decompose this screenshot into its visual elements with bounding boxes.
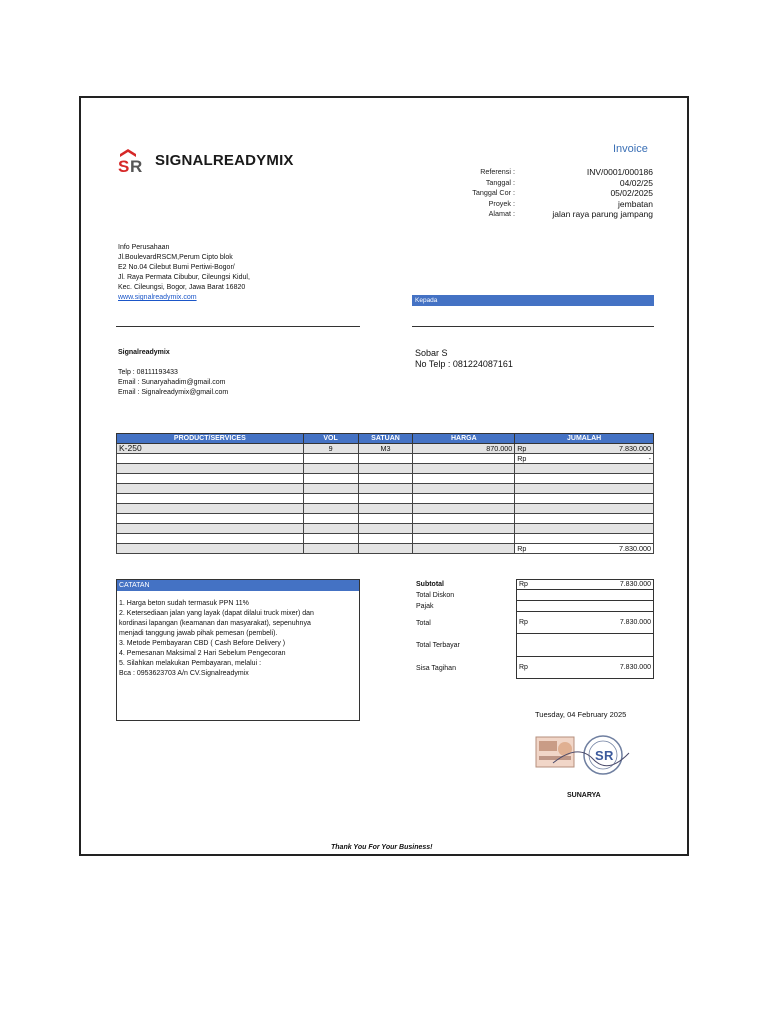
cell-empty (358, 504, 413, 514)
total-box (516, 612, 654, 634)
terbayar-box (516, 634, 654, 657)
table-sum-row (117, 544, 654, 554)
signer-name: SUNARYA (567, 792, 601, 799)
pajak-box (516, 601, 654, 612)
table-header-row (117, 434, 654, 444)
meta-alamat (421, 209, 653, 220)
cell-vol: 9 (303, 444, 358, 454)
currency: Rp (517, 544, 527, 553)
col-header: SATUAN (358, 434, 413, 444)
col-header: HARGA (413, 434, 515, 444)
cell-empty (515, 514, 654, 524)
cell-empty (358, 534, 413, 544)
sisa-row (414, 657, 654, 679)
currency: Rp (519, 664, 528, 671)
cell-empty (358, 454, 413, 464)
invoice-meta (421, 167, 653, 220)
sender-email: Email : Sunaryahadim@gmail.com (118, 379, 226, 386)
meta-value: 05/02/2025 (610, 188, 653, 199)
cell-empty (303, 534, 358, 544)
cell-empty (515, 504, 654, 514)
meta-label: Tanggal Cor : (472, 188, 515, 198)
notes-body (117, 591, 359, 679)
amount: - (648, 454, 651, 463)
note-line: kordinasi lapangan (keamanan dan masyarakat), sepenuhnya (119, 620, 311, 627)
cell-empty (413, 514, 515, 524)
table-row (117, 484, 654, 494)
meta-value: 04/02/25 (619, 177, 653, 188)
table-row (117, 524, 654, 534)
cell-empty (303, 544, 358, 554)
cell-empty (515, 474, 654, 484)
cell-empty (303, 494, 358, 504)
cell-empty (358, 544, 413, 554)
sender-email: Email : Signalreadymix@gmail.com (118, 389, 229, 396)
invoice-title: Invoice (613, 143, 648, 155)
cell-empty (117, 524, 304, 534)
table-row (117, 454, 654, 464)
website-link[interactable]: www.signalreadymix.com (118, 294, 197, 301)
terbayar-row (414, 634, 654, 657)
cell-empty (515, 494, 654, 504)
sender-info (118, 348, 228, 398)
cell-empty (515, 464, 654, 474)
divider (116, 326, 360, 327)
note-line: 5. Silahkan melakukan Pembayaran, melalui : (119, 660, 262, 667)
terbayar-label: Total Terbayar (416, 642, 460, 649)
svg-text:S: S (595, 748, 604, 763)
diskon-row (414, 590, 654, 601)
cell-empty (413, 544, 515, 554)
diskon-label: Total Diskon (416, 592, 455, 599)
subtotal-row (414, 579, 654, 590)
cell-price: 870.000 (413, 444, 515, 454)
signature-date: Tuesday, 04 February 2025 (535, 710, 627, 719)
meta-tanggal-cor (421, 188, 653, 199)
table-row (117, 514, 654, 524)
company-info (118, 243, 250, 303)
subtotal-value: 7.830.000 (619, 581, 651, 588)
divider (412, 326, 654, 327)
totals-section (414, 579, 654, 679)
col-header: PRODUCT/SERVICES (117, 434, 304, 444)
cell-empty (303, 514, 358, 524)
cell-empty (358, 524, 413, 534)
cell-empty (413, 464, 515, 474)
cell-empty (303, 524, 358, 534)
meta-label: Proyek : (488, 198, 515, 208)
cell-empty (117, 454, 304, 464)
cell-unit: M3 (358, 444, 413, 454)
cell-empty (358, 474, 413, 484)
currency: Rp (517, 454, 527, 463)
logo-mark-icon (118, 148, 152, 174)
address-line: Kec. Cileungsi, Bogor, Jawa Barat 16820 (118, 284, 246, 291)
notes-box (116, 579, 360, 721)
cell-empty (413, 504, 515, 514)
invoice-page (79, 96, 689, 856)
amount: 7.830.000 (619, 444, 651, 453)
cell-empty (303, 504, 358, 514)
col-header: VOL (303, 434, 358, 444)
cell-empty (117, 464, 304, 474)
note-line: 1. Harga beton sudah termasuk PPN 11% (119, 600, 249, 607)
items-table (116, 433, 654, 554)
cell-empty (358, 484, 413, 494)
total-value: 7.830.000 (619, 619, 651, 626)
note-line: 2. Ketersediaan jalan yang layak (dapat dilalui truck mixer) dan (119, 610, 314, 617)
total-row (414, 612, 654, 634)
cell-empty (303, 464, 358, 474)
table-row (117, 534, 654, 544)
cell-empty (515, 484, 654, 494)
amount: 7.830.000 (619, 544, 651, 553)
footer-thanks: Thank You For Your Business! (331, 844, 433, 851)
pajak-label: Pajak (416, 603, 434, 610)
cell-total (515, 544, 654, 554)
cell-empty (117, 504, 304, 514)
note-line: menjadi tanggung jawab pihak pemesan (pembeli). (119, 630, 278, 637)
cell-empty (303, 484, 358, 494)
cell-empty (358, 464, 413, 474)
company-logo (118, 148, 318, 176)
note-line: 3. Metode Pembayaran CBD ( Cash Before Delivery ) (119, 640, 286, 647)
cell-product: K-250 (117, 444, 304, 454)
cell-empty (413, 474, 515, 484)
cell-empty (117, 494, 304, 504)
meta-label: Referensi : (480, 167, 515, 176)
cell-empty (413, 534, 515, 544)
currency: Rp (519, 619, 528, 626)
cell-empty (117, 534, 304, 544)
cell-total (515, 454, 654, 464)
table-row (117, 504, 654, 514)
meta-label: Tanggal : (485, 177, 515, 187)
notes-heading: CATATAN (117, 580, 359, 591)
meta-referensi (421, 167, 653, 178)
svg-text:R: R (604, 748, 614, 763)
cell-empty (413, 484, 515, 494)
table-row (117, 494, 654, 504)
meta-value: jalan raya parung jampang (552, 209, 653, 220)
cell-empty (117, 484, 304, 494)
subtotal-label: Subtotal (416, 581, 444, 588)
meta-value: INV/0001/000186 (586, 167, 653, 177)
sender-name: Signalreadymix (118, 349, 170, 356)
recipient-phone: No Telp : 081224087161 (415, 358, 513, 369)
cell-total (515, 444, 654, 454)
cell-empty (413, 524, 515, 534)
cell-empty (117, 514, 304, 524)
cell-empty (413, 494, 515, 504)
meta-value: jembatan (618, 198, 653, 209)
address-line: Jl. Raya Permata Cibubur, Cileungsi Kidul, (118, 274, 250, 281)
sender-phone: Telp : 08111193433 (118, 369, 178, 376)
cell-empty (303, 454, 358, 464)
diskon-box (516, 590, 654, 601)
logo-text: SIGNALREADYMIX (155, 152, 294, 169)
svg-text:R: R (130, 157, 143, 174)
meta-label: Alamat : (488, 209, 515, 219)
sisa-value: 7.830.000 (619, 664, 651, 671)
total-label: Total (416, 619, 431, 627)
address-line: E2 No.04 Cilebut Bumi Pertiwi-Bogor/ (118, 264, 235, 271)
cell-empty (358, 494, 413, 504)
pajak-row (414, 601, 654, 612)
kepada-header: Kepada (412, 295, 654, 306)
company-heading: Info Perusahaan (118, 244, 170, 251)
cell-empty (413, 454, 515, 464)
note-line: Bca : 0953623703 A/n CV.Signalreadymix (119, 670, 249, 677)
cell-empty (303, 474, 358, 484)
sisa-label: Sisa Tagihan (416, 664, 456, 672)
table-row (117, 444, 654, 454)
note-line: 4. Pemesanan Maksimal 2 Hari Sebelum Pengecoran (119, 650, 286, 657)
currency: Rp (517, 444, 527, 453)
recipient-info (415, 348, 513, 369)
cell-empty (358, 514, 413, 524)
svg-text:S: S (118, 157, 130, 174)
sisa-box (516, 657, 654, 679)
address-line: Jl.BoulevardRSCM,Perum Cipto blok (118, 254, 233, 261)
cell-empty (117, 474, 304, 484)
cell-empty (515, 534, 654, 544)
meta-proyek (421, 199, 653, 210)
meta-tanggal (421, 178, 653, 189)
recipient-name: Sobar S (415, 348, 448, 358)
stamp-image (533, 733, 633, 778)
table-row (117, 464, 654, 474)
currency: Rp (519, 581, 528, 588)
col-header: JUMALAH (515, 434, 654, 444)
subtotal-box (516, 579, 654, 590)
cell-empty (515, 524, 654, 534)
materai-stamp-icon (533, 733, 633, 778)
cell-empty (117, 544, 304, 554)
table-row (117, 474, 654, 484)
